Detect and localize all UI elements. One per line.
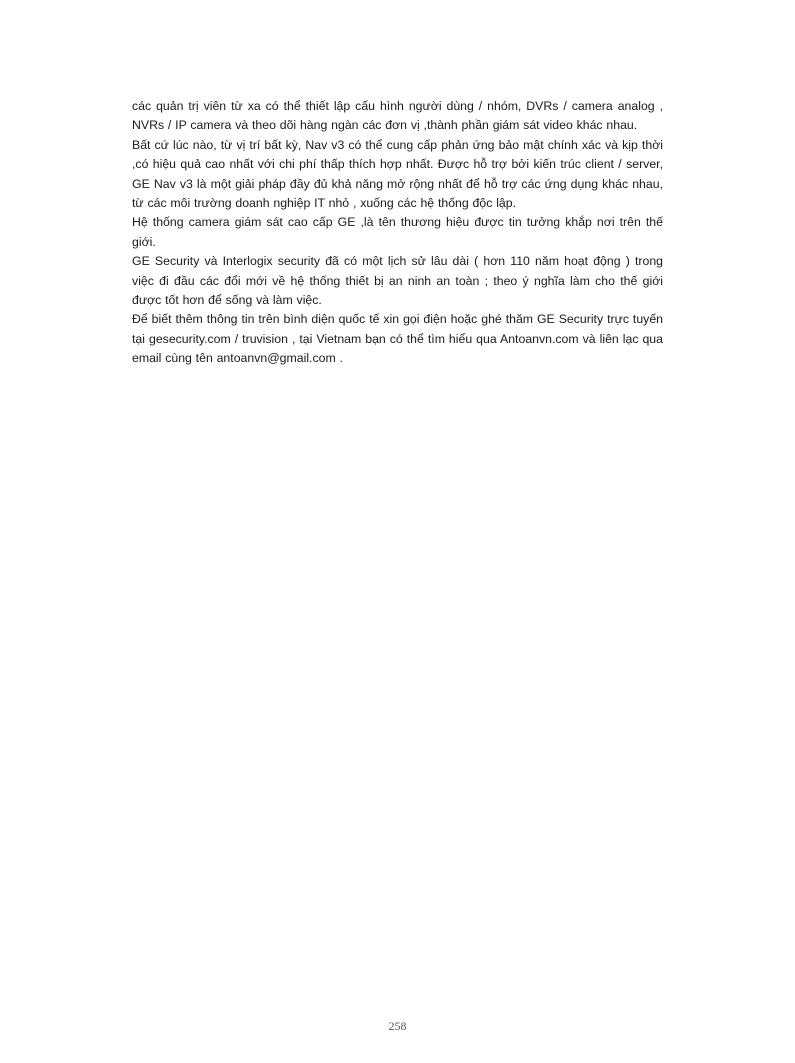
page-number: 258 — [388, 1019, 407, 1033]
paragraph: Hệ thống camera giám sát cao cấp GE ,là tên thương hiệu được tin tưởng khắp nơi trên thế giới. — [132, 215, 663, 249]
paragraph: Để biết thêm thông tin trên bình diện quốc tế xin gọi điện hoặc ghé thăm GE Security trực tuyến tại gesecurity.com / truvision , tại Vietnam bạn có thể tìm hiểu qua Antoanvn.com và liên lạc qua email cùng tên antoanvn@gmail.com . — [132, 312, 663, 366]
paragraph: các quản trị viên từ xa có thể thiết lập cấu hình người dùng / nhóm, DVRs / camera analog , NVRs / IP camera và theo dõi hàng ngàn các đơn vị ,thành phần giám sát video khác nhau. — [132, 99, 663, 133]
paragraph: Bất cứ lúc nào, từ vị trí bất kỳ, Nav v3 có thể cung cấp phản ứng bảo mật chính xác và kịp thời ,có hiệu quả cao nhất với chi phí thấp thích hợp nhất. Được hỗ trợ bởi kiến trúc client / server, GE Nav v3 là một giải pháp đầy đủ khả năng mở rộng nhất để hỗ trợ các ứng dụng khác nhau, từ các môi trường doanh nghiệp IT nhỏ , xuống các hệ thống độc lập. — [132, 137, 663, 211]
body-text — [132, 97, 663, 369]
paragraph: GE Security và Interlogix security đã có một lịch sử lâu dài ( hơn 110 năm hoạt động ) trong việc đi đầu các đổi mới về hệ thống thiết bị an ninh an toàn ; theo ý nghĩa làm cho thế giới được tốt hơn để sống và làm việc. — [132, 254, 663, 308]
